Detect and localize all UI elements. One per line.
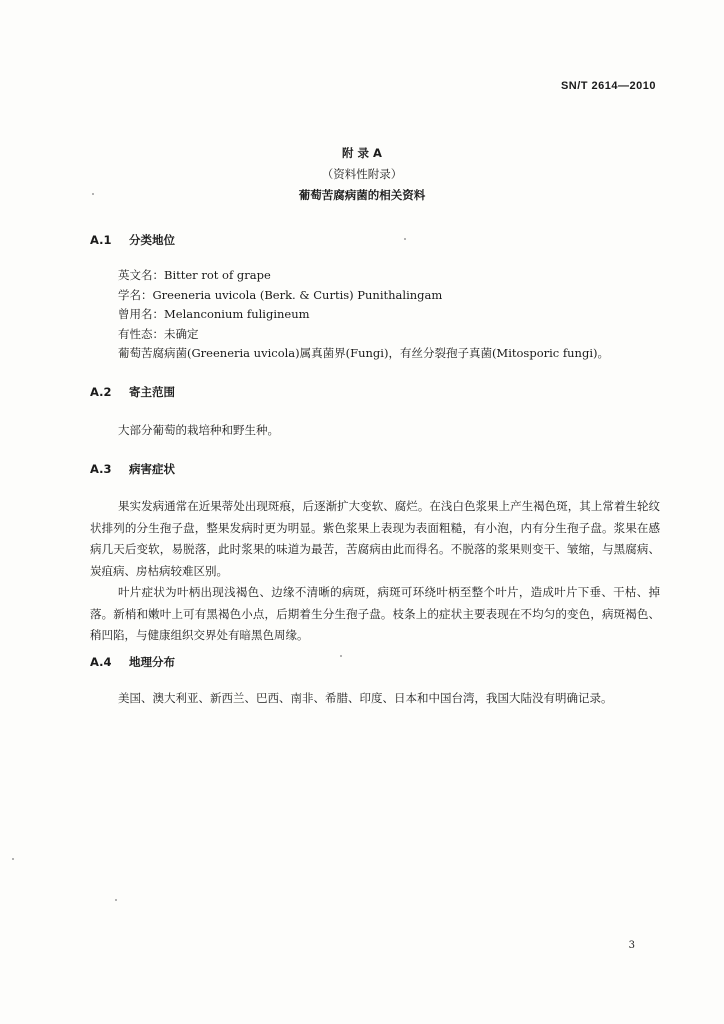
section-number: A.1 — [90, 233, 112, 247]
scan-speck — [92, 193, 94, 195]
classification-line: 葡萄苦腐病菌(Greeneria uvicola)属真菌界(Fungi)，有丝分裂孢子真菌(Mitosporic fungi)。 — [118, 346, 609, 360]
scan-speck — [115, 899, 117, 901]
annex-main-title: 葡萄苦腐病菌的相关资料 — [298, 188, 426, 202]
scan-speck — [340, 655, 342, 657]
scientific-name-line: 学名：Greeneria uvicola (Berk. & Curtis) Punithalingam — [118, 287, 443, 302]
section-number: A.2 — [90, 385, 112, 399]
section-title: 分类地位 — [129, 233, 176, 247]
former-name-line: 曾用名：Melanconium fuligineum — [118, 307, 310, 321]
section-a1-heading — [90, 232, 175, 248]
section-number: A.4 — [90, 655, 112, 669]
host-range-text: 大部分葡萄的栽培种和野生种。 — [118, 423, 279, 437]
scan-speck — [404, 238, 406, 240]
section-a4-heading — [90, 654, 175, 670]
english-name-line: 英文名：Bitter rot of grape — [118, 268, 271, 282]
section-number: A.3 — [90, 462, 112, 476]
section-a2-body — [90, 421, 660, 441]
section-a2-heading — [90, 384, 175, 400]
section-a1-body — [90, 266, 660, 364]
section-title: 地理分布 — [129, 655, 176, 669]
page-number: 3 — [628, 940, 635, 951]
sexual-state-line: 有性态：未确定 — [118, 326, 199, 341]
section-title: 病害症状 — [129, 462, 176, 476]
section-title: 寄主范围 — [129, 385, 176, 399]
annex-title-block — [0, 143, 724, 206]
distribution-text: 美国、澳大利亚、新西兰、巴西、南非、希腊、印度、日本和中国台湾，我国大陆没有明确记录。 — [118, 691, 613, 705]
annex-label: 附 录 A — [342, 146, 382, 160]
leaf-symptom-paragraph: 叶片症状为叶柄出现浅褐色、边缘不清晰的病斑，病斑可环绕叶柄至整个叶片，造成叶片下垂、干枯、掉落。新梢和嫩叶上可有黑褐色小点，后期着生分生孢子盘。枝条上的症状主要表现在不均匀的变色，病斑褐色、稍凹陷，与健康组织交界处有暗黑色周缘。 — [90, 585, 660, 642]
section-a4-body — [90, 689, 660, 709]
section-a3-heading — [90, 461, 175, 477]
section-a3-body — [90, 496, 660, 647]
standard-code: SN/T 2614—2010 — [560, 80, 656, 92]
fruit-symptom-paragraph: 果实发病通常在近果蒂处出现斑痕，后逐渐扩大变软、腐烂。在浅白色浆果上产生褐色斑，其上常着生轮纹状排列的分生孢子盘，整果发病时更为明显。紫色浆果上表现为表面粗糙，有小泡，内有分生孢子盘。浆果在感病几天后变软，易脱落，此时浆果的味道为最苦，苦腐病由此而得名。不脱落的浆果则变干、皱缩，与黑腐病、炭疽病、房枯病较难区别。 — [90, 499, 660, 578]
annex-type: （资料性附录） — [321, 167, 403, 181]
scan-speck — [12, 858, 14, 860]
